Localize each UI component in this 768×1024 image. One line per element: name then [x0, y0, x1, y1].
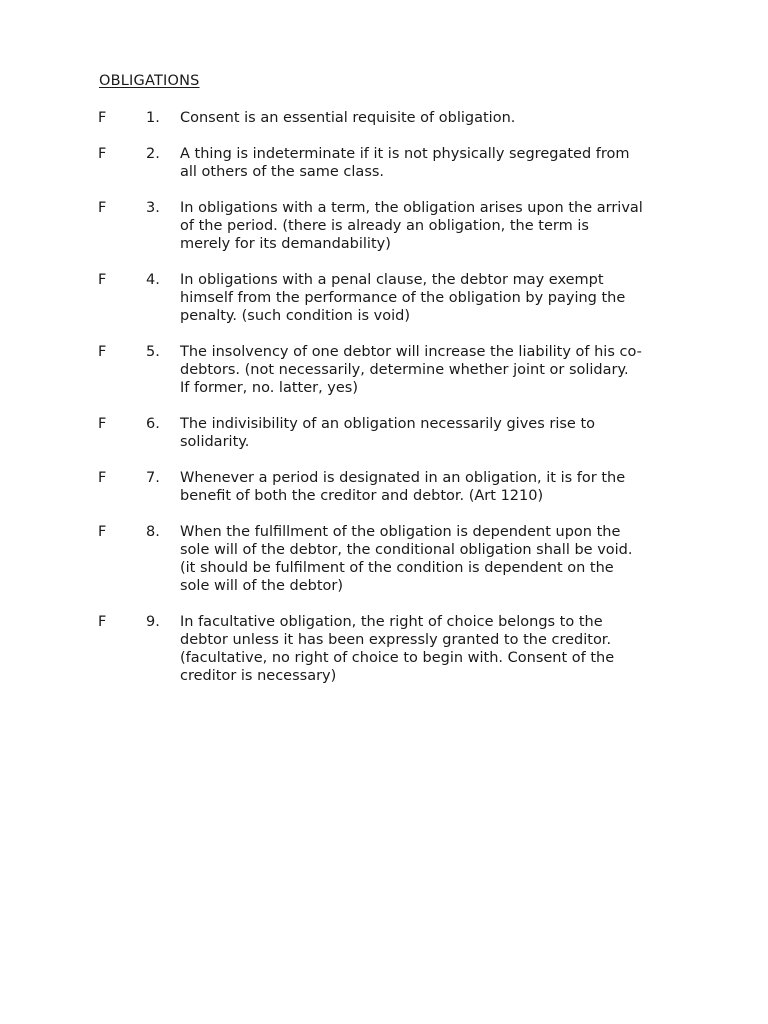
question-text-line: solidarity.	[180, 434, 250, 450]
question-text	[180, 109, 680, 127]
question-text-line: debtor unless it has been expressly granted to the creditor.	[180, 632, 612, 648]
question-item	[0, 469, 768, 505]
question-text-line: In obligations with a penal clause, the debtor may exempt	[180, 272, 604, 288]
question-item	[0, 343, 768, 397]
document-title: OBLIGATIONS	[99, 73, 200, 89]
question-item	[0, 613, 768, 685]
question-text	[180, 199, 680, 253]
question-text	[180, 415, 680, 451]
question-text	[180, 523, 680, 595]
question-number: 5.	[146, 344, 160, 360]
question-text-line: of the period. (there is already an obligation, the term is	[180, 218, 589, 234]
question-text-line: In obligations with a term, the obligation arises upon the arrival	[180, 200, 643, 216]
question-text	[180, 613, 680, 685]
question-list	[0, 109, 768, 703]
question-number: 8.	[146, 524, 160, 540]
question-text-line: debtors. (not necessarily, determine whether joint or solidary.	[180, 362, 629, 378]
question-text-line: In facultative obligation, the right of choice belongs to the	[180, 614, 603, 630]
question-text-line: When the fulfillment of the obligation is dependent upon the	[180, 524, 621, 540]
question-item	[0, 199, 768, 253]
question-number: 1.	[146, 110, 160, 126]
question-item	[0, 271, 768, 325]
question-text-line: himself from the performance of the obligation by paying the	[180, 290, 626, 306]
answer-mark: F	[98, 200, 107, 216]
question-text-line: penalty. (such condition is void)	[180, 308, 411, 324]
question-text-line: Whenever a period is designated in an obligation, it is for the	[180, 470, 626, 486]
question-text-line: all others of the same class.	[180, 164, 385, 180]
question-text-line: creditor is necessary)	[180, 668, 337, 684]
question-number: 7.	[146, 470, 160, 486]
question-number: 3.	[146, 200, 160, 216]
question-item	[0, 523, 768, 595]
question-text	[180, 343, 680, 397]
question-text-line: The indivisibility of an obligation necessarily gives rise to	[180, 416, 595, 432]
answer-mark: F	[98, 470, 107, 486]
question-text-line: sole will of the debtor)	[180, 578, 344, 594]
question-text-line: The insolvency of one debtor will increase the liability of his co-	[180, 344, 642, 360]
answer-mark: F	[98, 110, 107, 126]
question-text-line: merely for its demandability)	[180, 236, 391, 252]
question-text-line: benefit of both the creditor and debtor. (Art 1210)	[180, 488, 544, 504]
question-text-line: (it should be fulfilment of the condition is dependent on the	[180, 560, 614, 576]
question-number: 6.	[146, 416, 160, 432]
answer-mark: F	[98, 146, 107, 162]
answer-mark: F	[98, 416, 107, 432]
answer-mark: F	[98, 614, 107, 630]
answer-mark: F	[98, 524, 107, 540]
question-number: 4.	[146, 272, 160, 288]
question-text-line: Consent is an essential requisite of obligation.	[180, 110, 516, 126]
answer-mark: F	[98, 272, 107, 288]
question-text	[180, 271, 680, 325]
question-text-line: sole will of the debtor, the conditional obligation shall be void.	[180, 542, 633, 558]
question-text	[180, 469, 680, 505]
question-text-line: A thing is indeterminate if it is not physically segregated from	[180, 146, 630, 162]
question-number: 2.	[146, 146, 160, 162]
question-text	[180, 145, 680, 181]
question-text-line: If former, no. latter, yes)	[180, 380, 359, 396]
question-item	[0, 145, 768, 181]
answer-mark: F	[98, 344, 107, 360]
question-item	[0, 109, 768, 127]
question-item	[0, 415, 768, 451]
question-text-line: (facultative, no right of choice to begin with. Consent of the	[180, 650, 615, 666]
question-number: 9.	[146, 614, 160, 630]
